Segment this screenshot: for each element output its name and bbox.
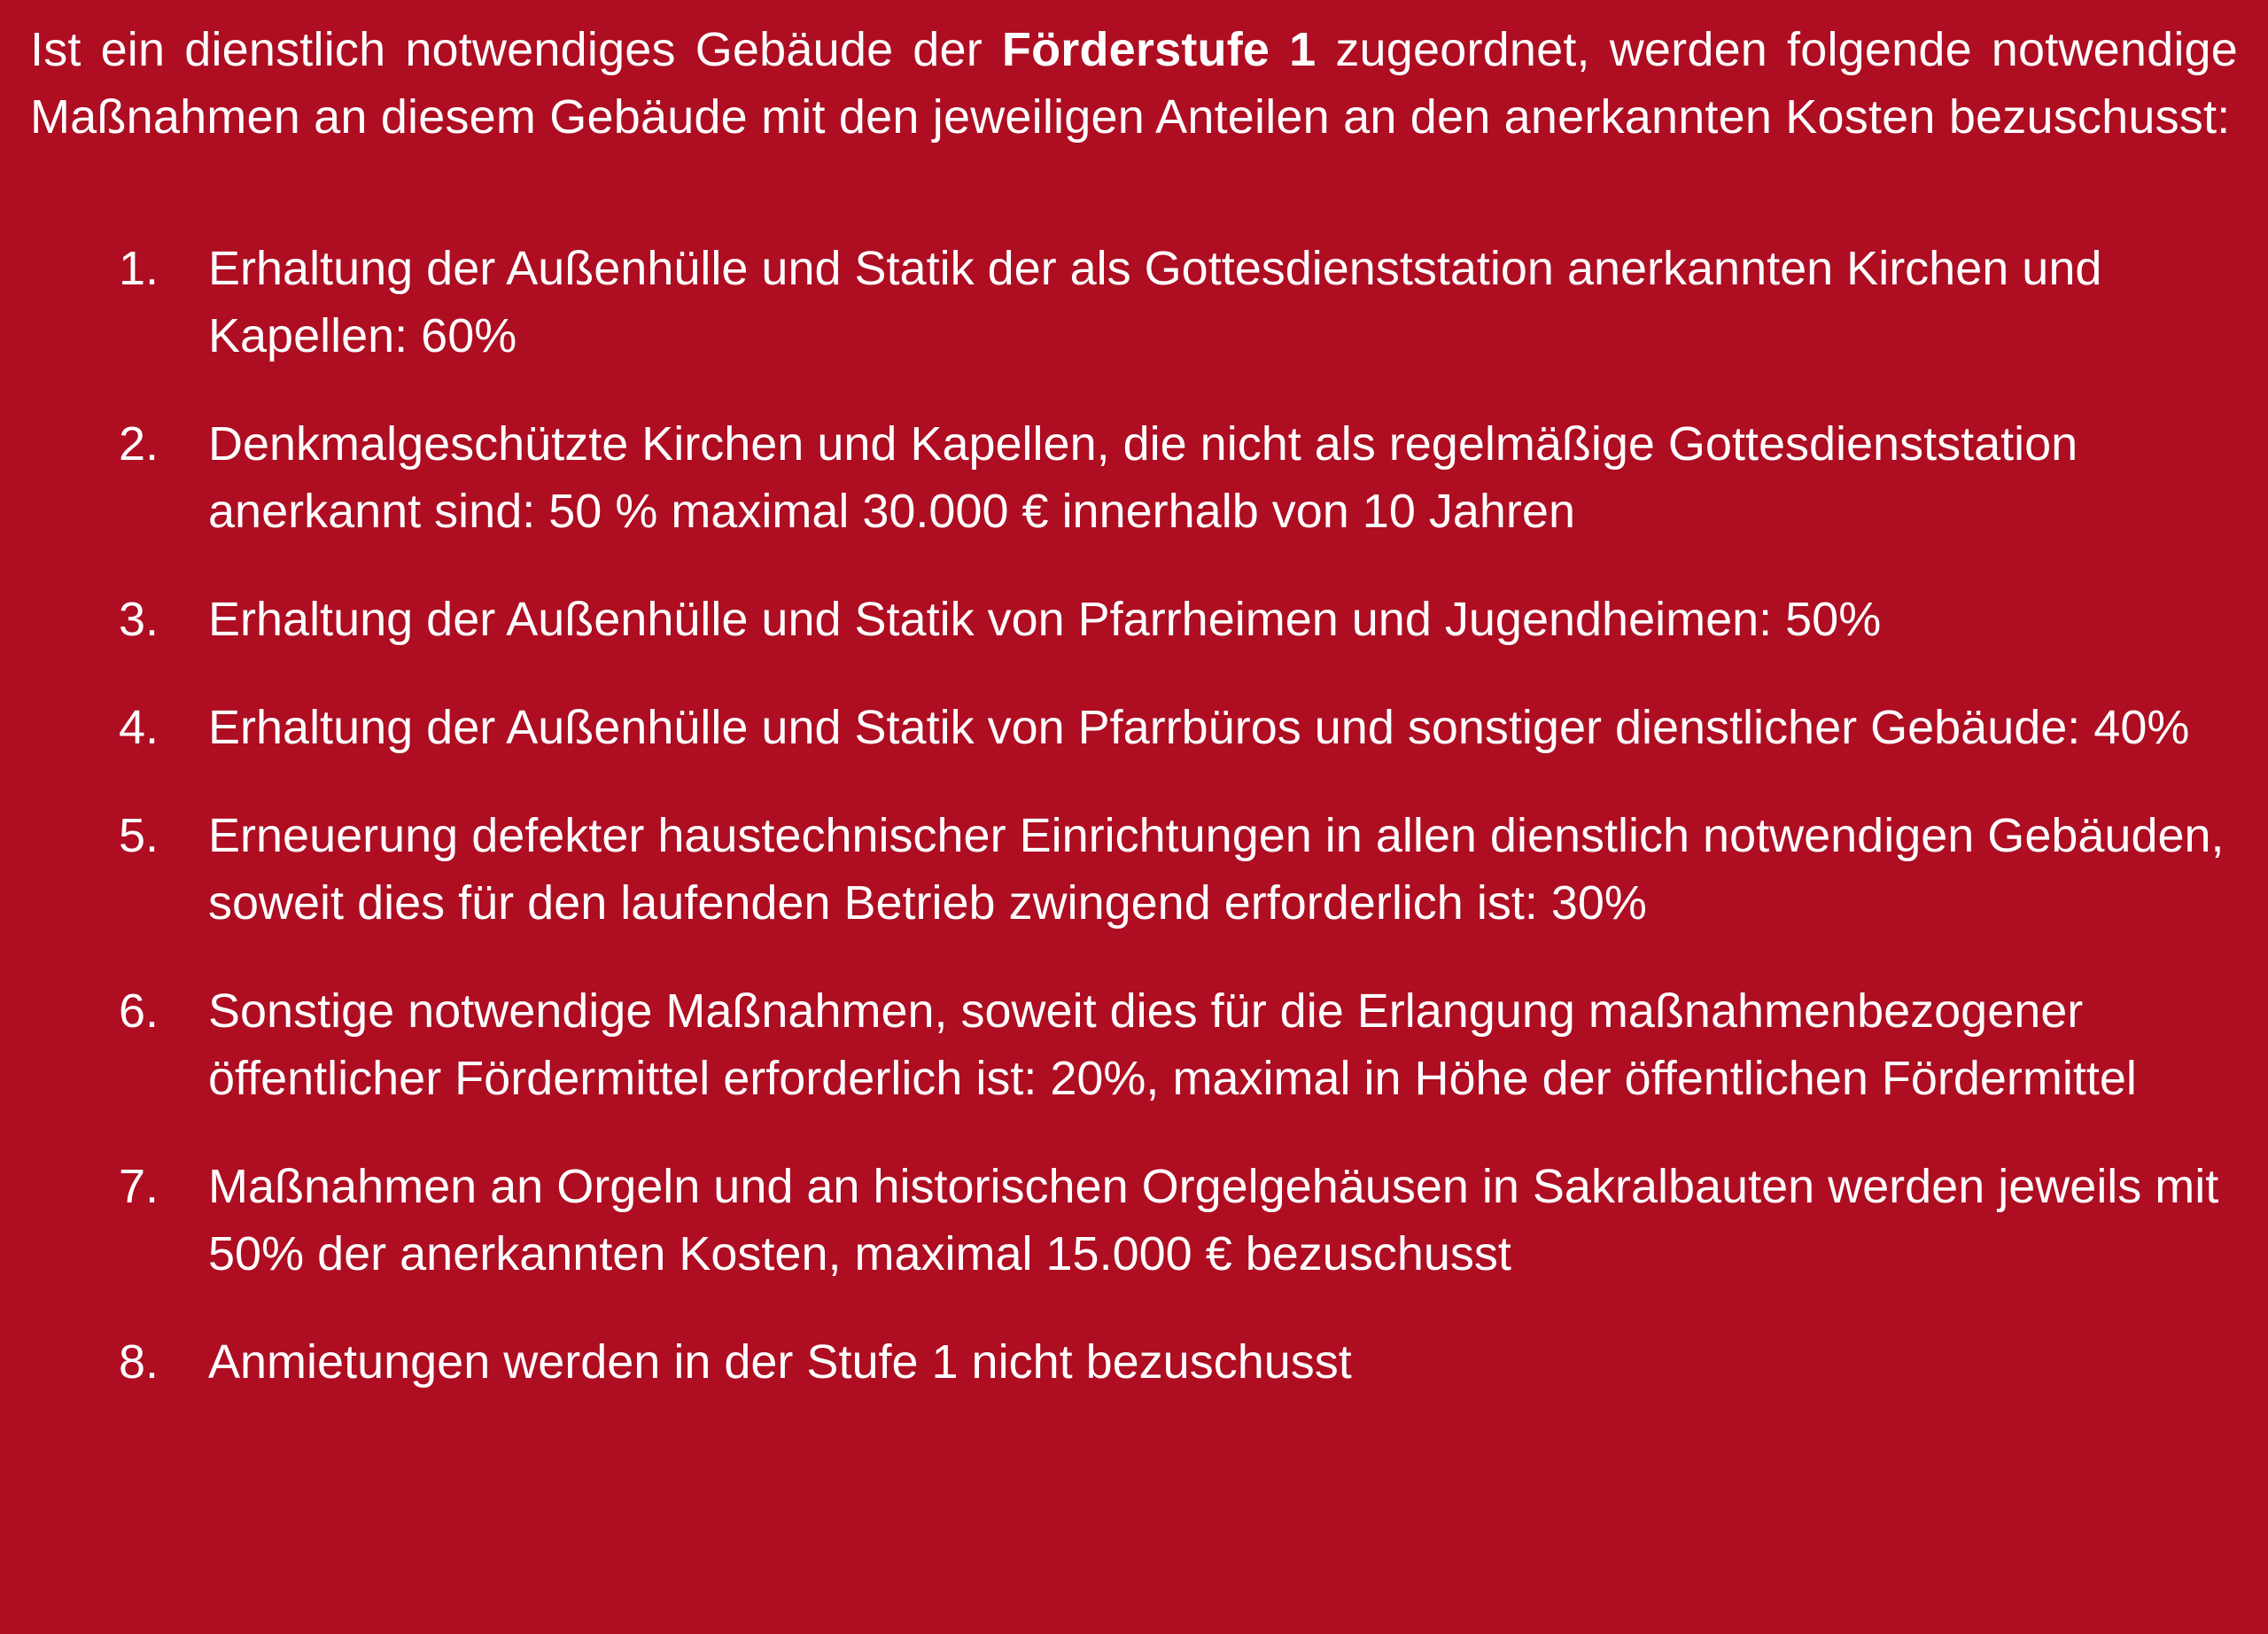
list-item xyxy=(30,235,2238,370)
item-text: Denkmalgeschützte Kirchen und Kapellen, die nicht als regelmäßige Gottesdienststation anerkannt sind: 50 % maximal 30.000 € innerhalb von 10 Jahren xyxy=(208,417,2078,538)
item-number: 4. xyxy=(119,701,159,754)
list-item xyxy=(30,977,2238,1112)
item-number: 2. xyxy=(119,417,159,471)
list-item xyxy=(30,1328,2238,1396)
item-number: 8. xyxy=(119,1335,159,1389)
intro-paragraph xyxy=(30,16,2238,151)
item-text: Anmietungen werden in der Stufe 1 nicht bezuschusst xyxy=(208,1335,1352,1389)
item-text: Erneuerung defekter haustechnischer Einrichtungen in allen dienstlich notwendigen Gebäuden, soweit dies für den laufenden Betrieb zwingend erforderlich ist: 30% xyxy=(208,809,2225,930)
funding-level-emphasis: Förderstufe 1 xyxy=(1001,23,1317,76)
item-number: 6. xyxy=(119,984,159,1038)
list-item xyxy=(30,410,2238,545)
intro-text-before: Ist ein dienstlich notwendiges Gebäude der xyxy=(30,23,1002,76)
item-text: Sonstige notwendige Maßnahmen, soweit dies für die Erlangung maßnahmenbezogener öffentlicher Fördermittel erforderlich ist: 20%, maximal in Höhe der öffentlichen Fördermittel xyxy=(208,984,2137,1105)
list-item xyxy=(30,694,2238,761)
item-number: 5. xyxy=(119,809,159,862)
item-text: Erhaltung der Außenhülle und Statik von Pfarrheimen und Jugendheimen: 50% xyxy=(208,593,1882,646)
measures-list xyxy=(30,235,2238,1396)
item-number: 7. xyxy=(119,1160,159,1213)
list-item xyxy=(30,802,2238,937)
item-number: 3. xyxy=(119,593,159,646)
item-number: 1. xyxy=(119,242,159,295)
intro-text-after: zugeordnet, werden folgende notwendige Maßnahmen an diesem Gebäude mit den jeweiligen Anteilen an den anerkannten Kosten bezuschusst: xyxy=(30,23,2238,144)
list-item xyxy=(30,586,2238,653)
list-item xyxy=(30,1153,2238,1288)
item-text: Erhaltung der Außenhülle und Statik der als Gottesdienststation anerkannten Kirchen und Kapellen: 60% xyxy=(208,242,2102,362)
item-text: Erhaltung der Außenhülle und Statik von Pfarrbüros und sonstiger dienstlicher Gebäude: 40% xyxy=(208,701,2190,754)
item-text: Maßnahmen an Orgeln und an historischen Orgelgehäusen in Sakralbauten werden jeweils mit 50% der anerkannten Kosten, maximal 15.000 € bezuschusst xyxy=(208,1160,2219,1280)
